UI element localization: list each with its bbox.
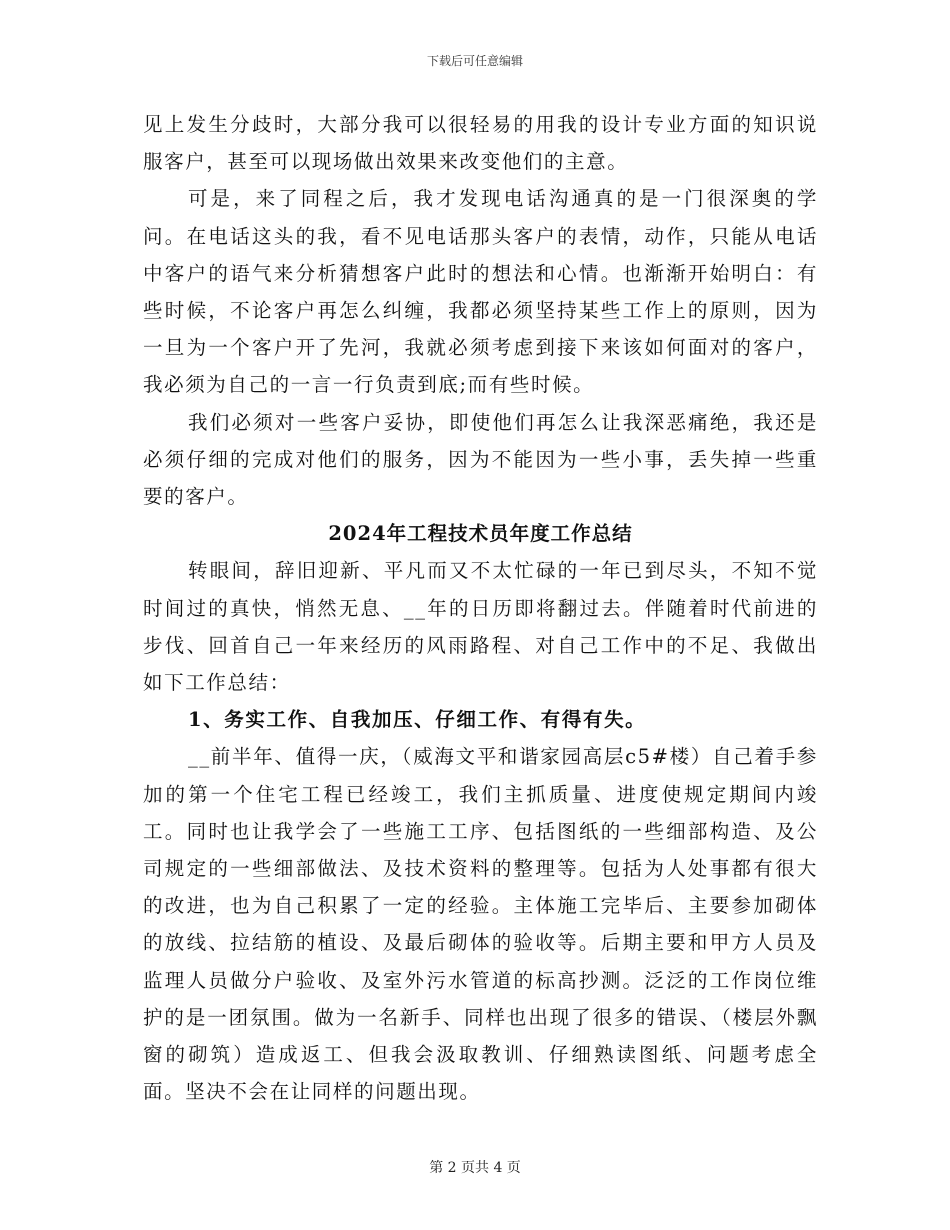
paragraph-intro: 转眼间，辞旧迎新、平凡而又不太忙碌的一年已到尽头，不知不觉时间过的真快，悄然无息、__年的日历即将翻过去。伴随着时代前进的步伐、回首自己一年来经历的风雨路程、对自己工作中的不足、我做出如下工作总结： [143,559,818,695]
document-body [143,106,818,1110]
section-body-1: __前半年、值得一庆，（威海文平和谐家园高层c5#楼）自己着手参加的第一个住宅工程已经竣工，我们主抓质量、进度使规定期间内竣工。同时也让我学会了一些施工工序、包括图纸的一些细部构造、及公司规定的一些细部做法、及技术资料的整理等。包括为人处事都有很大的改进，也为自己积累了一定的经验。主体施工完毕后、主要参加砌体的放线、拉结筋的植设、及最后砌体的验收等。后期主要和甲方人员及监理人员做分户验收、及室外污水管道的标高抄测。泛泛的工作岗位维护的是一团氛围。做为一名新手、同样也出现了很多的错误、（楼层外飘窗的砌筑）造成返工、但我会汲取教训、仔细熟读图纸、问题考虑全面。坚决不会在让同样的问题出现。 [143,745,818,1104]
page-footer: 第 2 页共 4 页 [429,1160,521,1176]
page-header: 下载后可任意编辑 [426,54,523,68]
paragraph-phone-communication: 可是，来了同程之后，我才发现电话沟通真的是一门很深奥的学问。在电话这头的我，看不见电话那头客户的表情，动作，只能从电话中客户的语气来分析猜想客户此时的想法和心情。也渐渐开始明白：有些时候，不论客户再怎么纠缠，我都必须坚持某些工作上的原则，因为一旦为一个客户开了先河，我就必须考虑到接下来该如何面对的客户，我必须为自己的一言一行负责到底;而有些时候。 [143,187,818,397]
paragraph-continued: 见上发生分歧时，大部分我可以很轻易的用我的设计专业方面的知识说服客户，甚至可以现场做出效果来改变他们的主意。 [143,113,818,174]
document-title: 2024年工程技术员年度工作总结 [328,522,633,546]
paragraph-compromise: 我们必须对一些客户妥协，即使他们再怎么让我深恶痛绝，我还是必须仔细的完成对他们的服务，因为不能因为一些小事，丢失掉一些重要的客户。 [143,410,818,509]
section-heading-1: 1、务实工作、自我加压、仔细工作、有得有失。 [188,708,647,732]
